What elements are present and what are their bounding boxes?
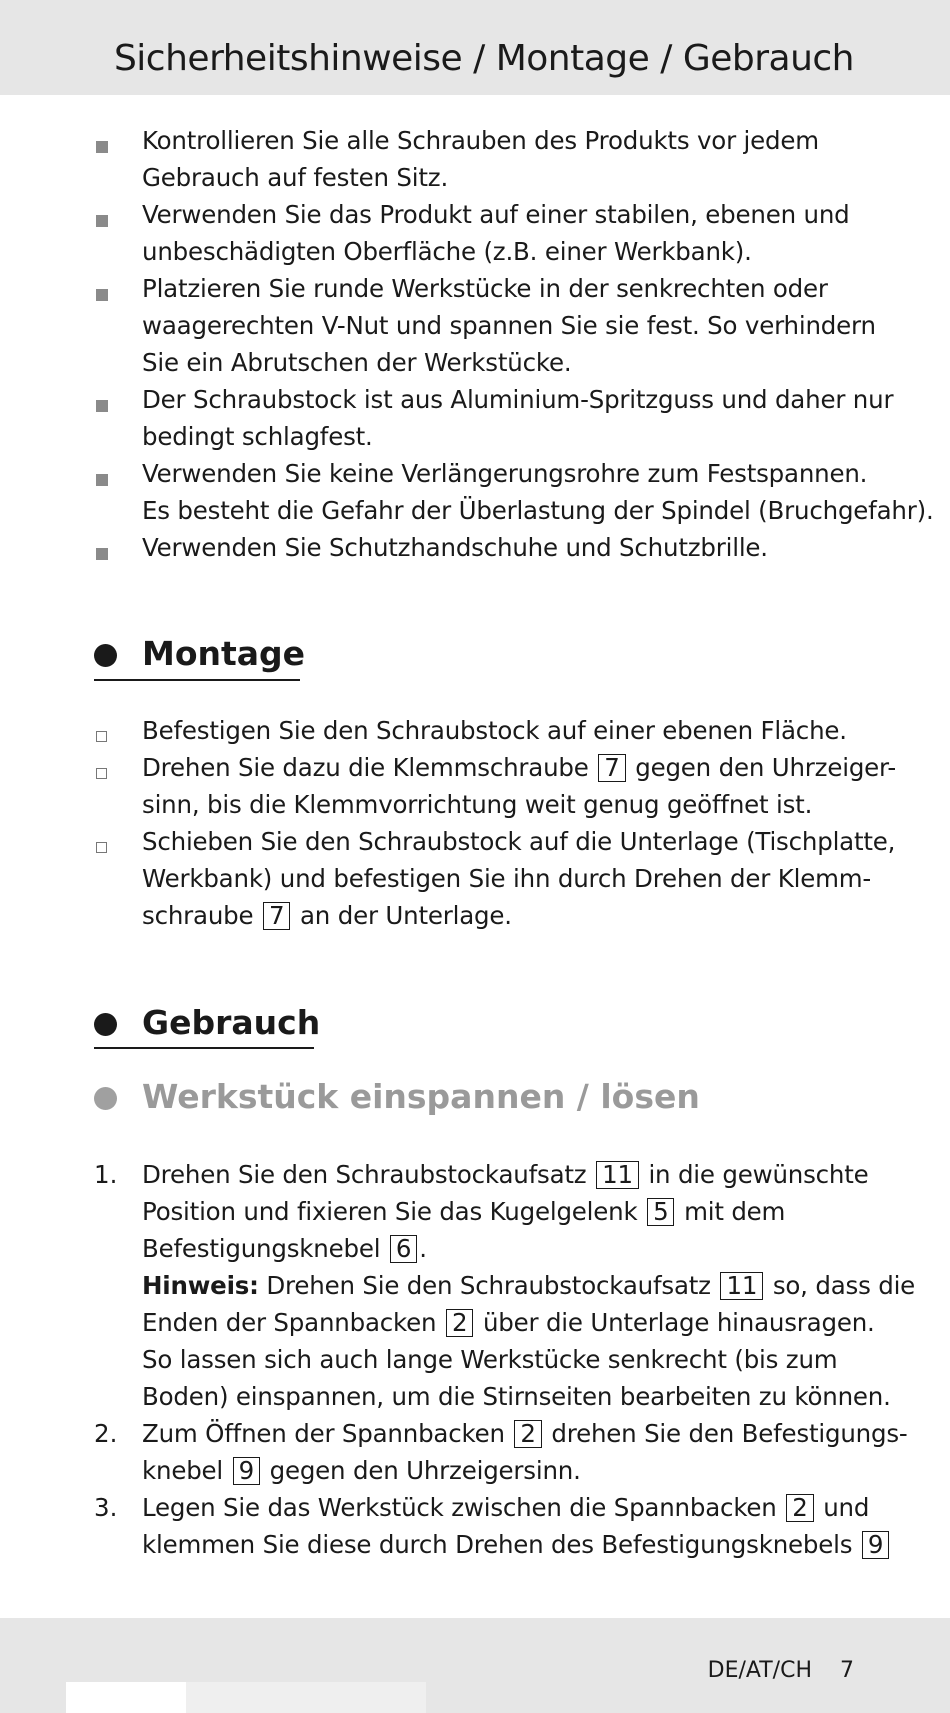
safety-item-line: Verwenden Sie keine Verlängerungsrohre zum Festspannen.	[142, 459, 868, 488]
square-bullet-icon	[96, 141, 108, 153]
montage-bullet-icon	[94, 644, 117, 667]
checkbox-icon	[96, 768, 107, 779]
montage-step-line: sinn, bis die Klemmvorrichtung weit genug geöffnet ist.	[142, 790, 813, 819]
page-footer	[0, 1618, 950, 1713]
step-line: Zum Öffnen der Spannbacken 2 drehen Sie den Befestigungs-	[142, 1419, 908, 1448]
part-ref: 7	[263, 902, 290, 930]
montage-step-line: Schieben Sie den Schraubstock auf die Unterlage (Tischplatte,	[142, 827, 896, 856]
gebrauch-underline	[94, 1047, 314, 1049]
step-line: Drehen Sie den Schraubstockaufsatz 11 in die gewünschte	[142, 1160, 869, 1189]
hint-line: Hinweis: Drehen Sie den Schraubstockaufsatz 11 so, dass die	[142, 1271, 916, 1300]
part-ref: 6	[390, 1235, 417, 1263]
step-number: 3.	[94, 1493, 118, 1522]
page-header	[0, 0, 950, 95]
checkbox-icon	[96, 842, 107, 853]
square-bullet-icon	[96, 400, 108, 412]
montage-underline	[94, 679, 300, 681]
page-number: 7	[840, 1658, 854, 1683]
safety-item-line: Gebrauch auf festen Sitz.	[142, 163, 449, 192]
step-line: Position und fixieren Sie das Kugelgelenk 5 mit dem	[142, 1197, 786, 1226]
safety-item-line: Der Schraubstock ist aus Aluminium-Spritzguss und daher nur	[142, 385, 894, 414]
square-bullet-icon	[96, 474, 108, 486]
step-number: 2.	[94, 1419, 118, 1448]
footer-bar-faint	[186, 1682, 426, 1713]
montage-heading: Montage	[142, 634, 306, 673]
part-ref: 9	[862, 1531, 889, 1559]
part-ref: 2	[446, 1309, 473, 1337]
hint-line: Boden) einspannen, um die Stirnseiten bearbeiten zu können.	[142, 1382, 891, 1411]
part-ref: 5	[647, 1198, 674, 1226]
safety-item-line: Sie ein Abrutschen der Werkstücke.	[142, 348, 572, 377]
hint-label: Hinweis:	[142, 1271, 259, 1300]
gebrauch-heading: Gebrauch	[142, 1003, 321, 1042]
part-ref: 11	[596, 1161, 639, 1189]
safety-item-line: unbeschädigten Oberfläche (z.B. einer Werkbank).	[142, 237, 752, 266]
montage-step-line: Befestigen Sie den Schraubstock auf einer ebenen Fläche.	[142, 716, 847, 745]
safety-item-line: Kontrollieren Sie alle Schrauben des Produkts vor jedem	[142, 126, 819, 155]
page-title: Sicherheitshinweise / Montage / Gebrauch	[113, 38, 854, 79]
square-bullet-icon	[96, 548, 108, 560]
square-bullet-icon	[96, 289, 108, 301]
step-number: 1.	[94, 1160, 118, 1189]
gebrauch-bullet-icon	[94, 1013, 117, 1036]
safety-item-line: Verwenden Sie Schutzhandschuhe und Schutzbrille.	[142, 533, 768, 562]
step-line: knebel 9 gegen den Uhrzeigersinn.	[142, 1456, 581, 1485]
part-ref: 9	[233, 1457, 260, 1485]
subsection-heading: Werkstück einspannen / lösen	[142, 1077, 700, 1116]
step-line: Befestigungsknebel 6 .	[142, 1234, 427, 1263]
checkbox-icon	[96, 731, 107, 742]
safety-item-line: Es besteht die Gefahr der Überlastung der Spindel (Bruchgefahr).	[142, 496, 934, 525]
part-ref: 7	[598, 754, 625, 782]
subsection-bullet-icon	[94, 1087, 117, 1110]
step-line: klemmen Sie diese durch Drehen des Befestigungsknebels 9	[142, 1530, 891, 1560]
hint-line: So lassen sich auch lange Werkstücke senkrecht (bis zum	[142, 1345, 838, 1374]
footer-bar	[66, 1682, 186, 1713]
region-label: DE/AT/CH	[707, 1658, 812, 1683]
montage-step-line: schraube 7 an der Unterlage.	[142, 901, 512, 930]
step-line: Legen Sie das Werkstück zwischen die Spannbacken 2 und	[142, 1493, 870, 1522]
montage-step-line: Drehen Sie dazu die Klemmschraube 7 gegen den Uhrzeiger-	[142, 753, 896, 782]
part-ref: 2	[786, 1494, 813, 1522]
safety-item-line: bedingt schlagfest.	[142, 422, 373, 451]
square-bullet-icon	[96, 215, 108, 227]
safety-item-line: Verwenden Sie das Produkt auf einer stabilen, ebenen und	[142, 200, 850, 229]
hint-line: Enden der Spannbacken 2 über die Unterlage hinausragen.	[142, 1308, 875, 1337]
safety-item-line: waagerechten V-Nut und spannen Sie sie fest. So verhindern	[142, 311, 876, 340]
safety-item-line: Platzieren Sie runde Werkstücke in der senkrechten oder	[142, 274, 828, 303]
part-ref: 11	[720, 1272, 763, 1300]
montage-step-line: Werkbank) und befestigen Sie ihn durch Drehen der Klemm-	[142, 864, 872, 893]
part-ref: 2	[514, 1420, 541, 1448]
footer-info	[708, 1658, 854, 1683]
